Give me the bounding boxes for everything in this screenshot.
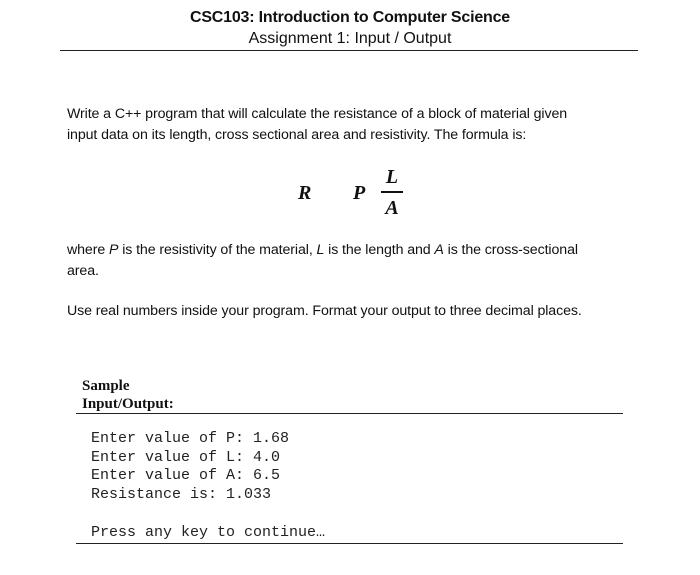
formula-denominator: A	[385, 197, 399, 219]
where-suffix: is the cross-sectional	[443, 242, 578, 258]
where-l-symbol: L	[316, 242, 325, 258]
where-paragraph	[67, 240, 647, 282]
formula-coefficient: P	[353, 182, 366, 204]
console-press-key: Press any key to continue…	[91, 524, 326, 541]
where-line-1	[67, 240, 647, 261]
where-a-symbol: A	[434, 242, 444, 258]
console-line: Resistance is: 1.033	[91, 486, 272, 503]
intro-line-2: input data on its length, cross sectional area and resistivity. The formula is:	[67, 127, 527, 143]
where-mid-2: is the length and	[324, 242, 435, 258]
assignment-subtitle: Assignment 1: Input / Output	[248, 30, 452, 47]
where-line-2: area.	[67, 263, 99, 279]
sample-heading-line-1: Sample	[82, 378, 130, 394]
intro-line-1: Write a C++ program that will calculate the resistance of a block of material given	[67, 106, 568, 122]
sample-bottom-divider	[76, 543, 623, 544]
formula-fraction-bar	[381, 191, 403, 193]
formula-fraction	[381, 165, 403, 220]
console-line: Enter value of L: 4.0	[91, 449, 281, 466]
course-title: CSC103: Introduction to Computer Science	[189, 9, 511, 26]
where-prefix: where	[67, 242, 109, 258]
sample-heading-line-2: Input/Output:	[82, 396, 174, 412]
resistance-formula	[290, 165, 420, 225]
where-mid-1: is the resistivity of the material,	[118, 242, 317, 258]
formula-lhs: R	[298, 182, 312, 204]
formula-numerator: L	[385, 166, 399, 188]
header-divider	[60, 50, 638, 51]
instructions-paragraph: Use real numbers inside your program. Format your output to three decimal places.	[67, 303, 582, 319]
console-line: Enter value of A: 6.5	[91, 467, 281, 484]
console-line: Enter value of P: 1.68	[91, 430, 290, 447]
sample-heading	[82, 377, 174, 413]
sample-top-divider	[76, 413, 623, 414]
where-p-symbol: P	[108, 242, 119, 258]
intro-paragraph	[67, 104, 647, 146]
